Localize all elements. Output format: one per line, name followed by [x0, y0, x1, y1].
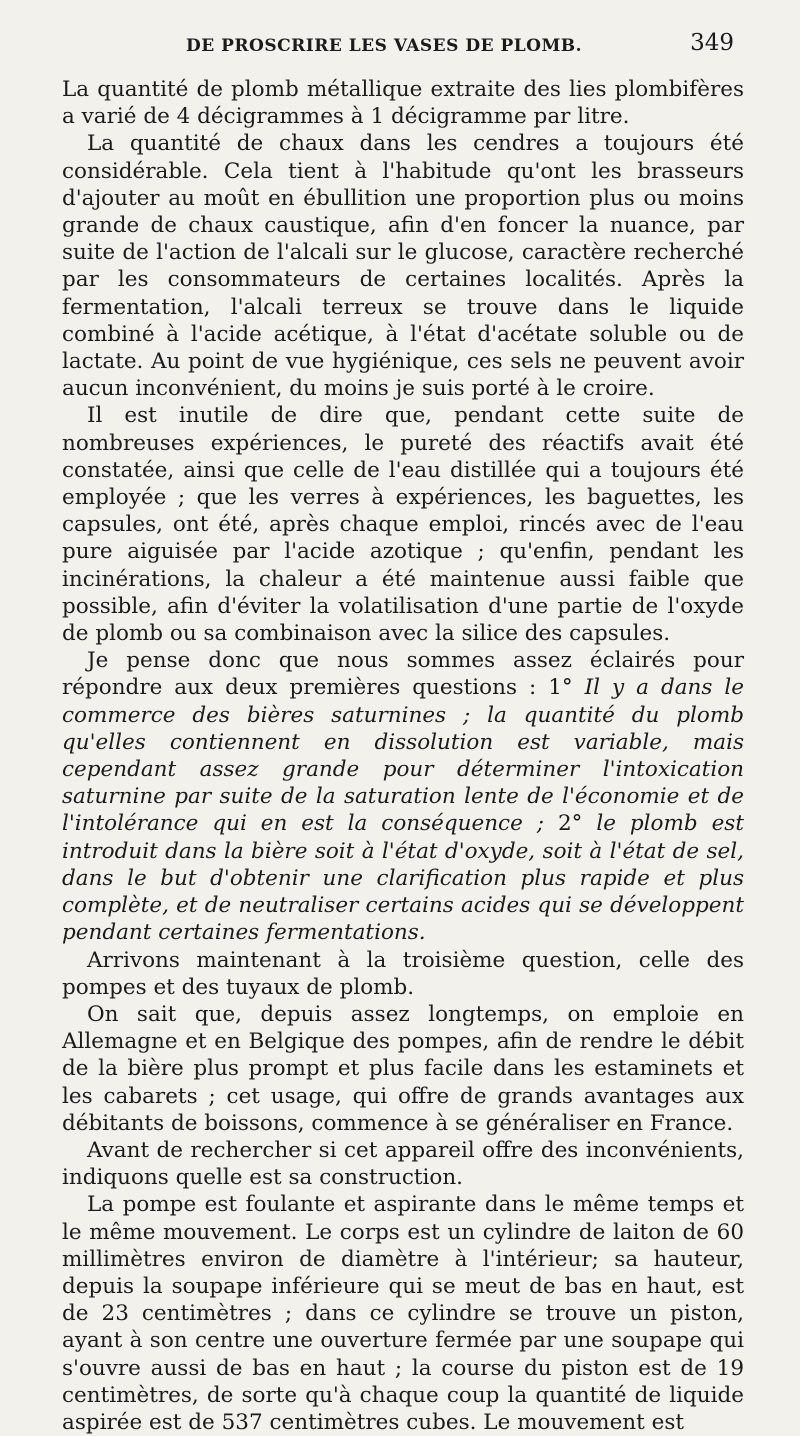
conclusion-separator: 2°: [557, 811, 583, 837]
paragraph-lead-quantity: La quantité de plomb métallique extraite des lies plombifères a varié de 4 décigrammes à 1 décigramme par litre.: [62, 77, 744, 130]
paragraph-third-question: Arrivons maintenant à la troisième question, celle des pompes et des tuyaux de plomb.: [62, 947, 744, 1000]
conclusion-point-1: Il y a dans le commerce des bières saturnines ; la quantité du plomb qu'elles contiennent en dissolution est variable, mais cependant assez grande pour déterminer l'intoxication saturnine par suite de la saturation lente de l'économie et de l'intolérance qui en est la conséquence ;: [62, 675, 744, 837]
body-text: [62, 76, 744, 1436]
paragraph-pumps-usage: On sait que, depuis assez longtemps, on emploie en Allemagne et en Belgique des pompes, afin de rendre le débit de la bière plus prompt et plus facile dans les estaminets et les cabarets ; cet usage, qui offre de grands avantages aux débitants de boissons, commence à se généraliser en France.: [62, 1001, 744, 1136]
page-number: 349: [690, 30, 734, 56]
paragraph-conclusion: [62, 647, 744, 946]
paragraph-lime: La quantité de chaux dans les cendres a toujours été considérable. Cela tient à l'habitude qu'ont les brasseurs d'ajouter au moût en ébullition une proportion plus ou moins grande de chaux caustique, afin d'en foncer la nuance, par suite de l'action de l'alcali sur le glucose, caractère recherché par les consommateurs de certaines localités. Après la fermentation, l'alcali terreux se trouve dans le liquide combiné à l'acide acétique, à l'état d'acétate soluble ou de lactate. Au point de vue hygiénique, ces sels ne peuvent avoir aucun inconvénient, du moins je suis porté à le croire.: [62, 131, 744, 402]
paragraph-construction-intro: Avant de rechercher si cet appareil offre des inconvénients, indiquons quelle est sa construction.: [62, 1137, 744, 1191]
conclusion-point-2: le plomb est introduit dans la bière soit à l'état d'oxyde, soit à l'état de sel, dans le but d'obtenir une clarification plus rapide et plus complète, et de neutraliser certains acides qui se développent pendant certaines fermentations.: [62, 811, 744, 946]
conclusion-intro: Je pense donc que nous sommes assez éclairés pour répondre aux deux premières questions : 1°: [62, 648, 744, 701]
paragraph-reagents: Il est inutile de dire que, pendant cette suite de nombreuses expériences, le pureté des réactifs avait été constatée, ainsi que celle de l'eau distillée qui a toujours été employée ; que les verres à expériences, les baguettes, les capsules, ont été, après chaque emploi, rincés avec de l'eau pure aiguisée par l'acide azotique ; qu'enfin, pendant les incinérations, la chaleur a été maintenue aussi faible que possible, afin d'éviter la volatilisation d'une partie de l'oxyde de plomb ou sa combinaison avec la silice des capsules.: [62, 403, 744, 647]
page-header: [60, 30, 740, 66]
running-title: DE PROSCRIRE LES VASES DE PLOMB.: [186, 36, 583, 56]
paragraph-pump-description: La pompe est foulante et aspirante dans le même temps et le même mouvement. Le corps est un cylindre de laiton de 60 millimètres environ de diamètre à l'intérieur; sa hauteur, depuis la soupape inférieure qui se meut de bas en haut, est de 23 centimètres ; dans ce cylindre se trouve un piston, ayant à son centre une ouverture fermée par une soupape qui s'ouvre aussi de bas en haut ; la course du piston est de 19 centimètres, de sorte qu'à chaque coup la quantité de liquide aspirée est de 537 centimètres cubes. Le mouvement est: [62, 1192, 744, 1435]
